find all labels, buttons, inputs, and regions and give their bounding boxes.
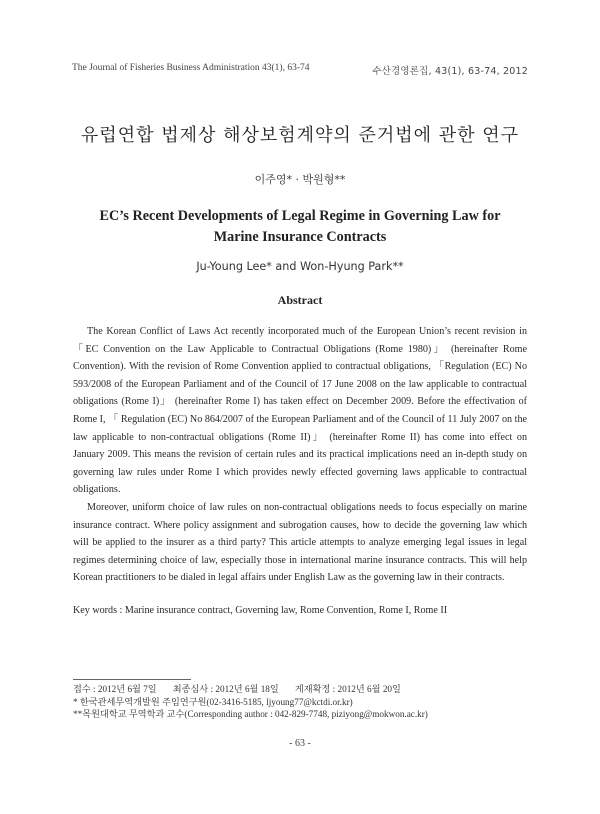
english-title-line-1: EC’s Recent Developments of Legal Regime in Governing Law for: [99, 208, 501, 224]
footnote-author-2: **목원대학교 무역학과 교수(Corresponding author : 042-829-7748, piziyong@mokwon.ac.kr): [73, 709, 428, 719]
korean-authors: 이주영* · 박원형**: [254, 173, 346, 186]
korean-title: 유럽연합 법제상 해상보험계약의 준거법에 관한 연구: [80, 125, 520, 146]
english-title: [60, 206, 540, 248]
keywords: Key words : Marine insurance contract, Governing law, Rome Convention, Rome I, Rome II: [73, 605, 448, 616]
page-number: - 63 -: [289, 738, 311, 749]
english-title-line-2: Marine Insurance Contracts: [213, 229, 387, 245]
footnote-author-1: * 한국관세무역개발원 주임연구원(02-3416-5185, ljyoung77@kctdi.or.kr): [73, 696, 353, 707]
running-header-journal-kr: 수산경영론집, 43(1), 63-74, 2012: [372, 66, 528, 77]
footnote-divider: [73, 679, 191, 680]
english-authors: Ju-Young Lee* and Won-Hyung Park**: [196, 260, 404, 273]
abstract-paragraph-2: Moreover, uniform choice of law rules on non-contractual obligations needs to focus especially on marine insurance contract. Where policy assignment and subrogation causes, how to decide the governing law which will be applied to the insurer as a third party? This article attempts to analyze emerging legal issues in legal regimes determining choice of law, especially those in international marine insurance contracts. This will help Korean practitioners to be dialed in legal affairs under English Law as the governing law in their contracts.: [73, 501, 527, 584]
abstract-paragraph-1: The Korean Conflict of Laws Act recently incorporated much of the European Union’s recent revision in 「EC Convention on the Law Applicable to Contractual Obligations (Rome 1980)」 (hereinafter Rome Convention). With the revision of Rome Convention applied to contractual obligations, 「Regulation (EC) No 593/2008 of the European Parliament and of the Council of 17 June 2008 on the law applicable to contractual obligations (Rome I)」 (hereinafter Rome I) has taken effect on December 2009. Before the effectivation of Rome I, 「 Regulation (EC) No 864/2007 of the European Parliament and of the Council of 11 July 2007 on the law applicable to non-contractual obligations (Rome II)」 (hereinafter Rome II) has come into effect on January 2009. This means the revision of certain rules and its practical implications need an in-depth study on governing law rules under Rome I which provides newly effected governing laws applicable to contractual obligations.: [73, 326, 527, 496]
footnotes: [73, 683, 428, 721]
footnote-dates: 접수 : 2012년 6월 7일 최종심사 : 2012년 6월 18일 게재확정 : 2012년 6월 20일: [73, 684, 401, 694]
abstract-heading: Abstract: [277, 293, 323, 307]
abstract-body: [73, 323, 527, 587]
running-header-journal: The Journal of Fisheries Business Administration 43(1), 63-74: [72, 63, 310, 73]
